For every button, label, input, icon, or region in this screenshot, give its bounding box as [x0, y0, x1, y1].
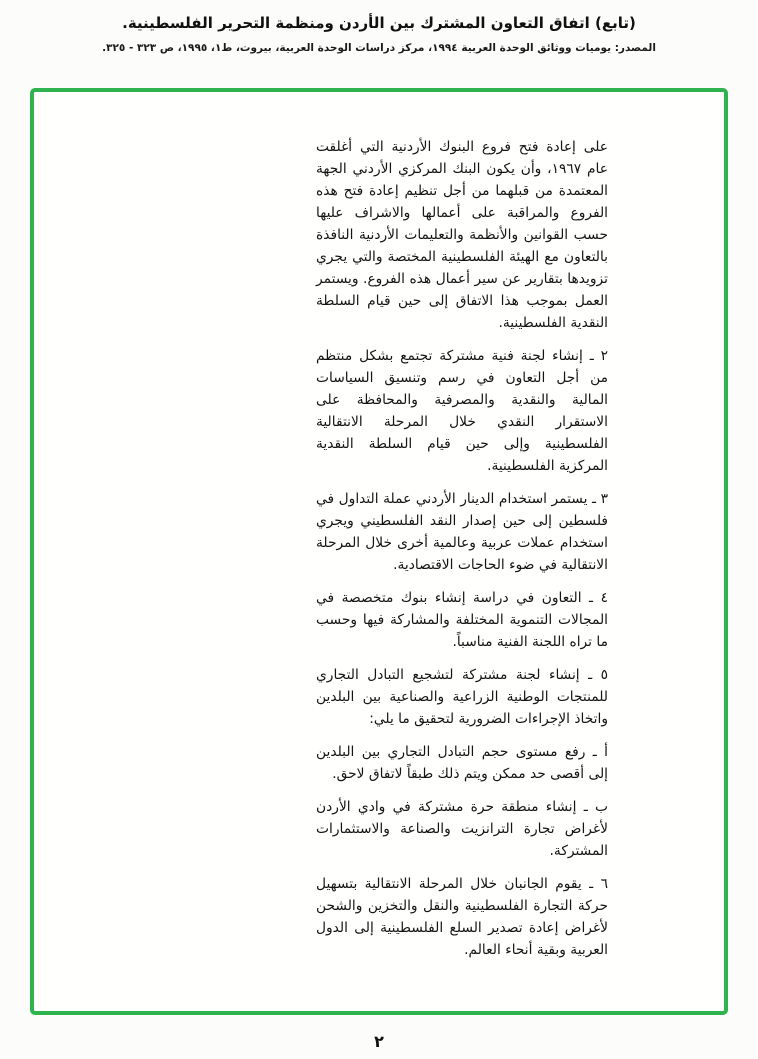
paragraph-item-3: ٣ ـ يستمر استخدام الدينار الأردني عملة التداول في فلسطين إلى حين إصدار النقد الفلسطيني ويجري استخدام عملات عربية وعالمية أخرى خلال المرحلة الانتقالية في ضوء الحاجات الاقتصادية.: [316, 491, 608, 573]
paragraph-item-5a: أ ـ رفع مستوى حجم التبادل التجاري بين البلدين إلى أقصى حد ممكن ويتم ذلك طبقاً لاتفاق لاحق.: [316, 744, 608, 782]
paragraph-item-2: ٢ ـ إنشاء لجنة فنية مشتركة تجتمع بشكل منتظم من أجل التعاون في رسم وتنسيق السياسات المالية والنقدية والمصرفية والمحافظة على الاستقرار النقدي خلال المرحلة الانتقالية الفلسطينية وإلى حين قيام السلطة النقدية المركزية الفلسطينية.: [316, 348, 608, 474]
paragraph-item-4: ٤ ـ التعاون في دراسة إنشاء بنوك متخصصة في المجالات التنموية المختلفة والمشاركة فيها وحسب ما تراه اللجنة الفنية مناسباً.: [316, 590, 608, 650]
paragraph-item-5: ٥ ـ إنشاء لجنة مشتركة لتشجيع التبادل التجاري للمنتجات الوطنية الزراعية والصناعية بين البلدين واتخاذ الإجراءات الضرورية لتحقيق ما يلي:: [316, 667, 608, 727]
highlight-box: [30, 88, 728, 1015]
body-text-column: [316, 136, 608, 972]
document-title: (تابع) اتفاق التعاون المشترك بين الأردن ومنظمة التحرير الفلسطينية.: [122, 14, 636, 32]
paragraph-item-5b: ب ـ إنشاء منطقة حرة مشتركة في وادي الأردن لأغراض تجارة الترانزيت والصناعة والاستثمارات المشتركة.: [316, 799, 608, 859]
paragraph-item-6: ٦ ـ يقوم الجانبان خلال المرحلة الانتقالية بتسهيل حركة التجارة الفلسطينية والنقل والتخزين والشحن لأغراض إعادة تصدير السلع الفلسطينية إلى الدول العربية وبقية أنحاء العالم.: [316, 876, 608, 958]
page-number: ٢: [374, 1032, 384, 1051]
document-header: [0, 0, 758, 54]
source-citation: المصدر: يوميات ووثائق الوحدة العربية ١٩٩٤، مركز دراسات الوحدة العربية، بيروت، ط١، ١٩٩٥، ص ٣٢٣ - ٣٢٥.: [102, 42, 656, 54]
paragraph-continuation: على إعادة فتح فروع البنوك الأردنية التي أغلقت عام ١٩٦٧، وأن يكون البنك المركزي الأردني الجهة المعتمدة من قبلهما من أجل تنظيم إعادة فتح هذه الفروع والمراقبة على أعمالها والاشراف عليها حسب القوانين والأنظمة والتعليمات الأردنية النافذة بالتعاون مع الهيئة الفلسطينية المختصة والتي يجري تزويدها بتقارير عن سير أعمال هذه الفروع. ويستمر العمل بموجب هذا الاتفاق إلى حين قيام السلطة النقدية الفلسطينية.: [316, 139, 608, 331]
